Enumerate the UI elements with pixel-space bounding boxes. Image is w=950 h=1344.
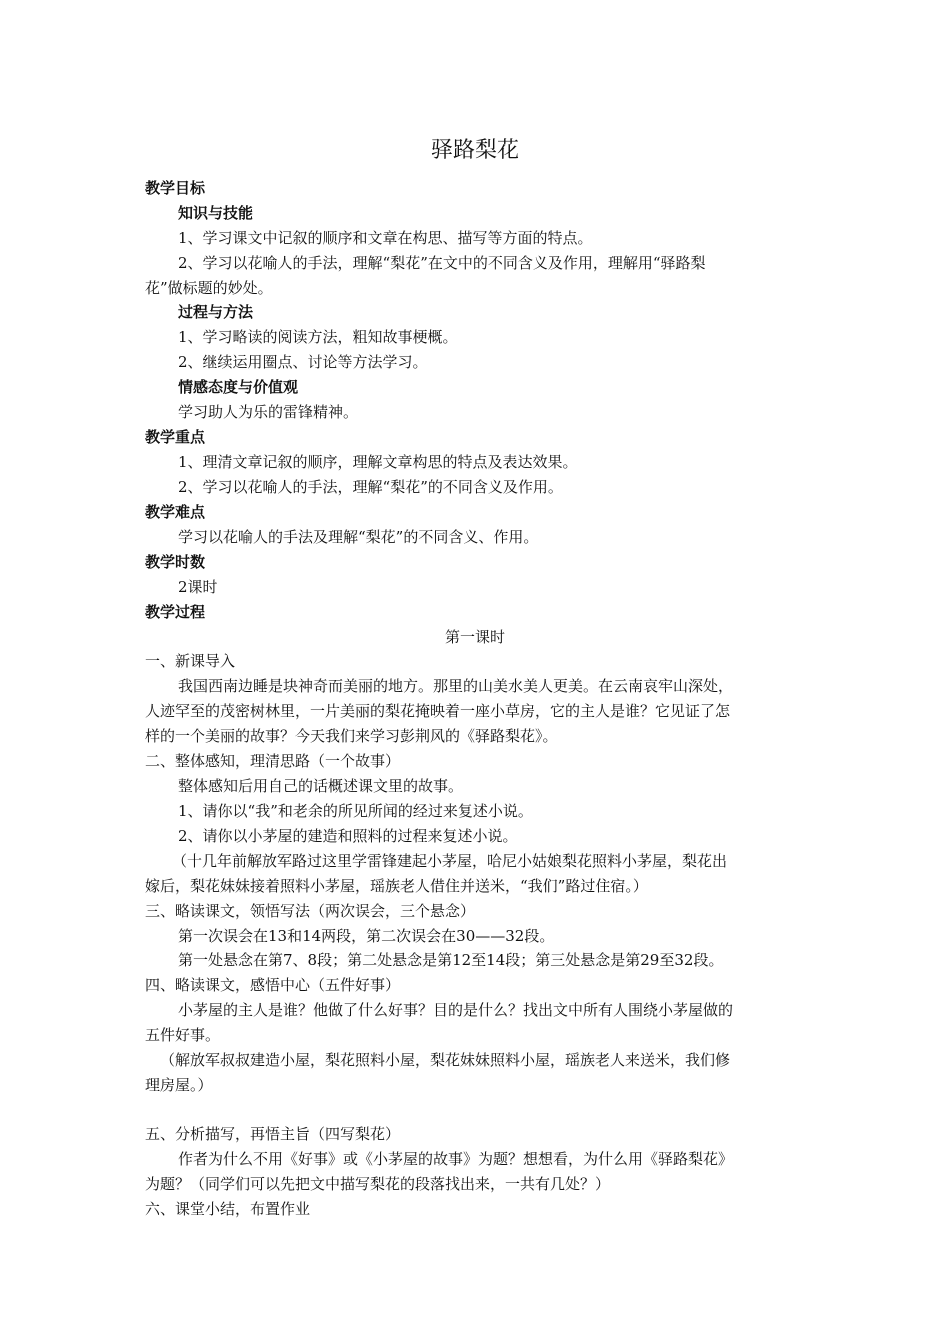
key-points-item-2: 2、学习以花喻人的手法，理解“梨花”的不同含义及作用。 xyxy=(178,478,563,496)
hours-heading: 教学时数 xyxy=(145,553,206,571)
section-5-heading: 五、分析描写，再悟主旨（四写梨花） xyxy=(145,1125,401,1143)
section-4-heading: 四、略读课文，感悟中心（五件好事） xyxy=(145,976,401,994)
knowledge-item-2-line-1: 2、学习以花喻人的手法，理解“梨花”在文中的不同含义及作用，理解用“驿路梨 xyxy=(178,254,706,272)
section-6-heading: 六、课堂小结，布置作业 xyxy=(145,1200,311,1218)
knowledge-heading: 知识与技能 xyxy=(178,204,254,222)
document-title: 驿路梨花 xyxy=(430,138,519,163)
section-2-heading: 二、整体感知，理清思路（一个故事） xyxy=(145,752,401,770)
section-2-para-line: 2、请你以小茅屋的建造和照料的过程来复述小说。 xyxy=(178,827,518,845)
section-1-para-line: 我国西南边睡是块神奇而美丽的地方。那里的山美水美人更美。在云南哀牢山深处， xyxy=(178,677,734,695)
emotion-heading: 情感态度与价值观 xyxy=(178,378,299,396)
section-3-heading: 三、略读课文，领悟写法（两次误会，三个悬念） xyxy=(145,902,476,920)
emotion-text: 学习助人为乐的雷锋精神。 xyxy=(178,403,359,421)
section-2-para-line: 1、请你以“我”和老余的所见所闻的经过来复述小说。 xyxy=(178,802,533,820)
section-2-para-line: 嫁后，梨花妹妹接着照料小茅屋，瑶族老人借住并送米，“我们”路过住宿。） xyxy=(145,877,648,895)
section-5-para-line: 为题？（同学们可以先把文中描写梨花的段落找出来，一共有几处？） xyxy=(145,1175,611,1193)
section-2-para-line: （十几年前解放军路过这里学雷锋建起小茅屋，哈尼小姑娘梨花照料小茅屋，梨花出 xyxy=(172,852,728,870)
objectives-heading: 教学目标 xyxy=(145,179,206,197)
section-3-para-line: 第一处悬念在第7、8段；第二处悬念是第12至14段；第三处悬念是第29至32段。 xyxy=(178,951,724,969)
section-4-para-line: 理房屋。） xyxy=(145,1076,213,1094)
difficulties-heading: 教学难点 xyxy=(145,503,206,521)
section-4-para-line: （解放军叔叔建造小屋，梨花照料小屋，梨花妹妹照料小屋，瑶族老人来送米，我们修 xyxy=(160,1051,731,1069)
section-4-para-line: 五件好事。 xyxy=(145,1026,221,1044)
lesson-title: 第一课时 xyxy=(444,628,505,646)
knowledge-item-2-line-2: 花”做标题的妙处。 xyxy=(145,279,273,297)
knowledge-item-1: 1、学习课文中记叙的顺序和文章在构思、描写等方面的特点。 xyxy=(178,229,593,247)
section-1-heading: 一、新课导入 xyxy=(145,652,236,670)
process-heading: 教学过程 xyxy=(145,603,206,621)
section-4-para-line: 小茅屋的主人是谁？他做了什么好事？目的是什么？找出文中所有人围绕小茅屋做的 xyxy=(178,1001,734,1019)
section-1-para-line: 样的一个美丽的故事？今天我们来学习彭荆风的《驿路梨花》。 xyxy=(145,727,558,745)
key-points-heading: 教学重点 xyxy=(145,428,206,446)
difficulties-text: 学习以花喻人的手法及理解“梨花”的不同含义、作用。 xyxy=(178,528,539,546)
key-points-item-1: 1、理清文章记叙的顺序，理解文章构思的特点及表达效果。 xyxy=(178,453,578,471)
hours-text: 2课时 xyxy=(178,578,218,596)
process-method-item-2: 2、继续运用圈点、讨论等方法学习。 xyxy=(178,353,428,371)
process-method-heading: 过程与方法 xyxy=(178,303,254,321)
section-2-para-line: 整体感知后用自己的话概述课文里的故事。 xyxy=(178,777,464,795)
section-5-para-line: 作者为什么不用《好事》或《小茅屋的故事》为题？想想看，为什么用《驿路梨花》 xyxy=(178,1150,734,1168)
section-1-para-line: 人迹罕至的茂密树林里，一片美丽的梨花掩映着一座小草房，它的主人是谁？它见证了怎 xyxy=(145,702,731,720)
process-method-item-1: 1、学习略读的阅读方法，粗知故事梗概。 xyxy=(178,328,458,346)
section-3-para-line: 第一次误会在13和14两段，第二次误会在30——32段。 xyxy=(178,927,555,945)
